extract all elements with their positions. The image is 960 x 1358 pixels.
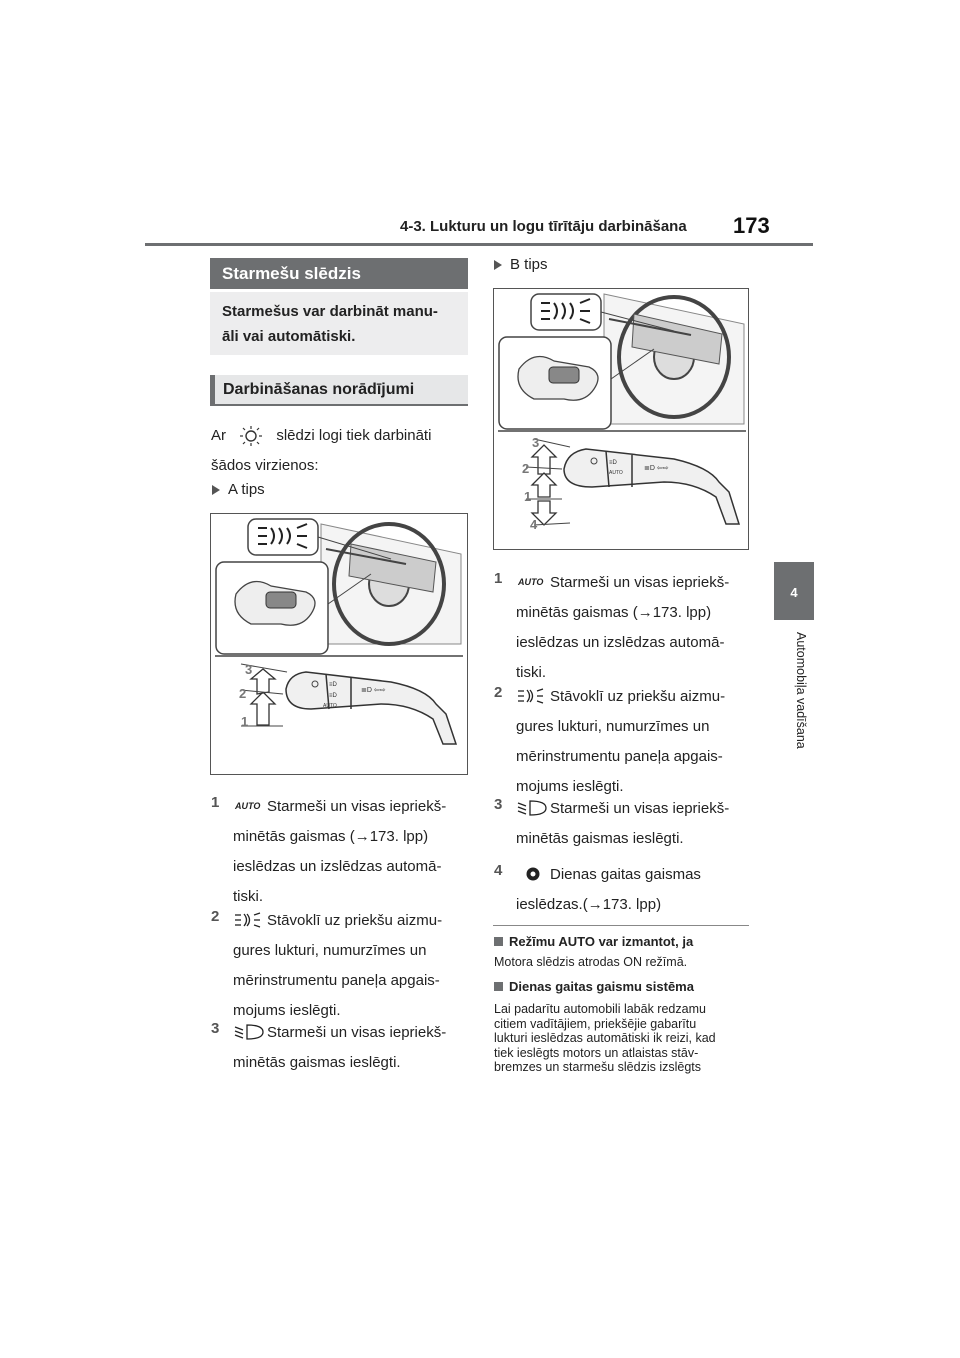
para-part-2: slēdzi logi tiek darbināti	[276, 427, 432, 444]
fig-a-label-2: 2	[239, 686, 247, 701]
triangle-bullet-icon	[212, 485, 220, 495]
note-line: Motora slēdzis atrodas ON režīmā.	[494, 955, 688, 969]
header-rule	[145, 243, 813, 246]
auto-icon-text: AUTO	[518, 577, 544, 587]
list-item	[494, 862, 764, 922]
fig-b-label-1: 1	[524, 489, 532, 504]
svg-text:≣D ⇦⇨: ≣D ⇦⇨	[361, 687, 386, 694]
page-number: 173	[733, 213, 770, 238]
type-a-label	[212, 481, 265, 498]
light-switch-icon	[230, 425, 272, 447]
list-item	[494, 796, 764, 856]
svg-text:≡D: ≡D	[609, 460, 617, 466]
item-line: mojums ieslēgti.	[233, 1002, 341, 1019]
section-title: Starmešu slēdzis	[210, 258, 468, 289]
type-b-label	[494, 256, 548, 273]
list-item	[211, 908, 481, 1028]
item-line: ieslēdzas un izslēdzas automā-	[233, 858, 442, 875]
item-line: mērinstrumentu paneļa apgais-	[233, 972, 440, 989]
type-a-text: A tips	[228, 481, 265, 498]
item-line: Stāvoklī uz priekšu aizmu-	[550, 688, 726, 705]
item-number: 1	[494, 570, 503, 587]
subsection-title: Darbināšanas norādījumi	[210, 375, 468, 406]
svg-text:≣D ⇦⇨: ≣D ⇦⇨	[644, 465, 669, 472]
item-line: gures lukturi, numurzīmes un	[516, 718, 710, 735]
item-line: ieslēdzas.(→173. lpp)	[516, 896, 662, 913]
notes-separator	[493, 925, 749, 926]
fig-b-label-3: 3	[532, 435, 540, 450]
item-line: Starmeši un visas iepriekš-	[267, 1024, 447, 1041]
item-line: gures lukturi, numurzīmes un	[233, 942, 427, 959]
fig-a-label-1: 1	[241, 714, 249, 729]
square-bullet-icon	[494, 937, 503, 946]
item-number: 3	[494, 796, 503, 813]
item-line: Starmeši un visas iepriekš-	[550, 574, 730, 591]
list-item	[211, 794, 481, 905]
instruction-paragraph	[211, 423, 471, 483]
note-body	[494, 955, 750, 970]
figure-type-a	[210, 513, 468, 775]
note-line: tiek ieslēgts motors un atlaistas stāv-	[494, 1045, 699, 1060]
item-number: 4	[494, 862, 503, 879]
item-line: minētās gaismas (→173. lpp)	[516, 604, 712, 621]
para-line-2: šādos virzienos:	[211, 457, 319, 474]
note-title-text: Dienas gaitas gaismu sistēma	[509, 979, 694, 994]
fig-b-label-2: 2	[522, 461, 530, 476]
list-item	[211, 1020, 481, 1080]
fig-a-auto-label: AUTO	[323, 703, 337, 709]
note-title-text: Režīmu AUTO var izmantot, ja	[509, 934, 694, 949]
item-line: tiski.	[233, 888, 263, 905]
list-item	[494, 570, 764, 681]
square-bullet-icon	[494, 982, 503, 991]
item-number: 3	[211, 1020, 220, 1037]
item-line: mojums ieslēgti.	[516, 778, 624, 795]
note-line: Lai padarītu automobili labāk redzamu	[494, 1002, 706, 1016]
item-line: minētās gaismas (→173. lpp)	[233, 828, 429, 845]
item-line: Dienas gaitas gaismas	[550, 866, 701, 883]
svg-text:≡D: ≡D	[329, 693, 337, 699]
headlight-switch-illustration-b	[494, 289, 748, 549]
chapter-number: 4	[790, 585, 798, 600]
note-title	[494, 979, 694, 994]
item-number: 1	[211, 794, 220, 811]
item-line: Stāvoklī uz priekšu aizmu-	[267, 912, 443, 929]
fig-a-label-3: 3	[245, 662, 253, 677]
item-line: mērinstrumentu paneļa apgais-	[516, 748, 723, 765]
fig-b-label-4: 4	[530, 517, 538, 532]
headlight-switch-illustration-a	[211, 514, 467, 774]
list-item	[494, 684, 764, 804]
triangle-bullet-icon	[494, 260, 502, 270]
item-number: 2	[494, 684, 503, 701]
item-number: 2	[211, 908, 220, 925]
item-line: Starmeši un visas iepriekš-	[550, 800, 730, 817]
note-body	[494, 1002, 750, 1075]
svg-text:≡D: ≡D	[329, 682, 337, 688]
note-title	[494, 934, 693, 949]
item-line: Starmeši un visas iepriekš-	[267, 798, 447, 815]
fig-b-auto-label: AUTO	[609, 470, 623, 476]
note-line: bremzes un starmešu slēdzis izslēgts	[494, 1060, 702, 1074]
para-part-1: Ar	[211, 427, 226, 444]
item-line: minētās gaismas ieslēgti.	[233, 1054, 401, 1071]
type-b-text: B tips	[510, 256, 548, 273]
intro-line-1: Starmešus var darbināt manu-	[222, 303, 438, 320]
intro-box	[210, 292, 468, 355]
chapter-tab	[774, 562, 814, 620]
figure-type-b	[493, 288, 749, 550]
running-header: 4-3. Lukturu un logu tīrītāju darbināšana	[400, 218, 687, 235]
note-line: lukturi ieslēdzas automātiski ik reizi, kad	[494, 1031, 716, 1045]
item-line: tiski.	[516, 664, 546, 681]
item-line: ieslēdzas un izslēdzas automā-	[516, 634, 725, 651]
chapter-label: Automobiļa vadīšana	[794, 632, 808, 749]
item-line: minētās gaismas ieslēgti.	[516, 830, 684, 847]
note-line: citiem vadītājiem, priekšējie gabarītu	[494, 1016, 697, 1031]
auto-icon-text: AUTO	[235, 801, 261, 811]
intro-line-2: āli vai automātiski.	[222, 328, 356, 345]
